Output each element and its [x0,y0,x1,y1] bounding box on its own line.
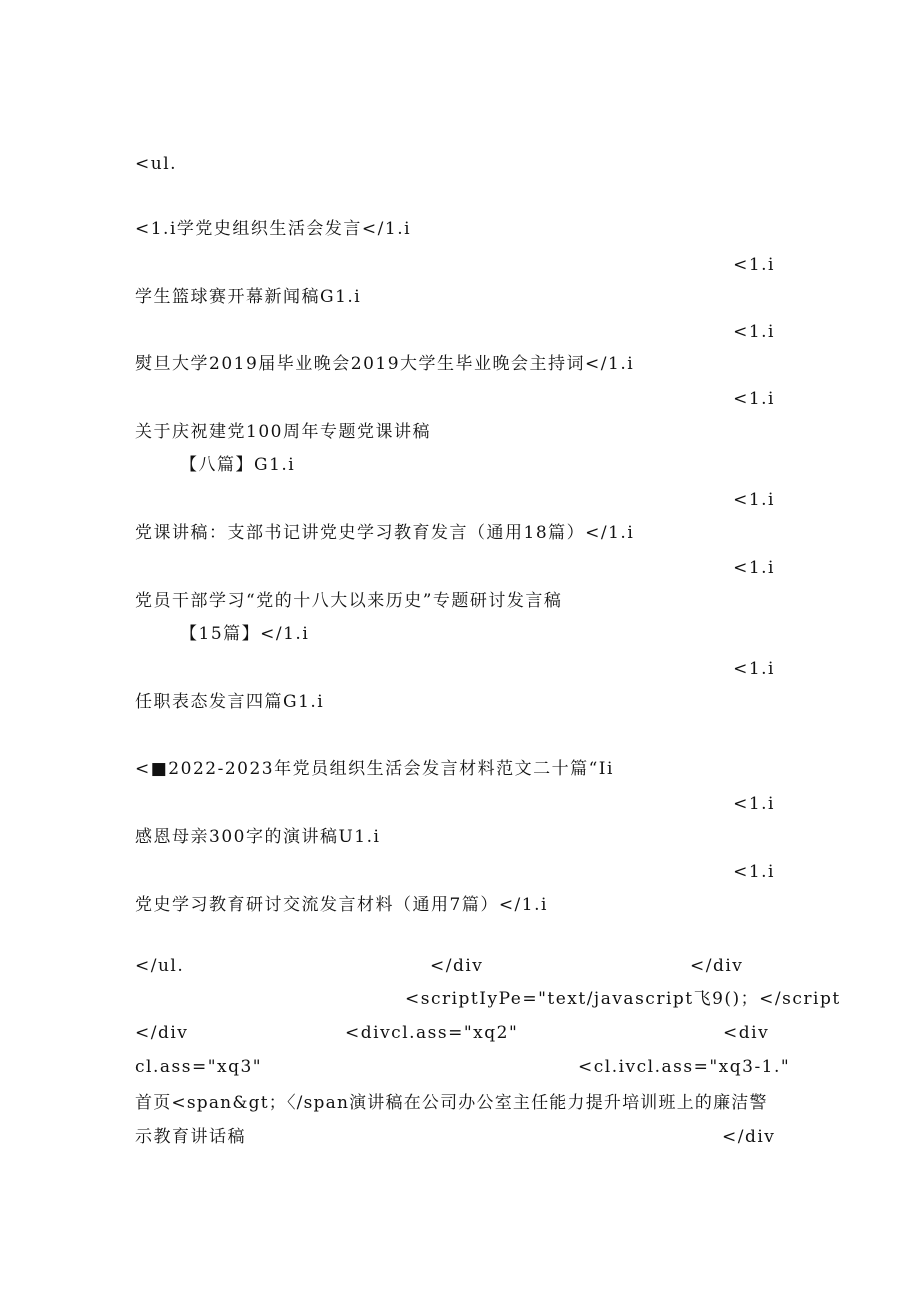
code-tag: <1.i [733,389,775,409]
code-line-ul-open: <ul. [135,154,178,174]
code-div-close: </div [135,1023,189,1043]
list-item: 学生篮球赛开幕新闻稿G1.i [135,287,362,307]
code-div-close: </div [430,956,484,976]
list-item: 党史学习教育研讨交流发言材料（通用7篇）</1.i [135,895,548,915]
code-div-close: </div [690,956,744,976]
code-tag: <1.i [733,490,775,510]
breadcrumb-text: 首页<span&gt；〈/span演讲稿在公司办公室主任能力提升培训班上的廉洁警 [135,1093,768,1113]
list-item-continuation: 【15篇】</1.i [180,624,310,644]
code-tag: <1.i [733,862,775,882]
list-item: 党员干部学习“党的十八大以来历史”专题研讨发言稿 [135,591,563,611]
code-class-xq3: cl.ass="xq3" [135,1057,263,1077]
code-div-close: </div [722,1127,776,1147]
breadcrumb-text-continuation: 示教育讲话稿 [135,1127,246,1147]
code-script-line: <scriptIyPe="text/javascript飞9()；</script [405,989,841,1009]
code-tag: <1.i [733,255,775,275]
code-div-open: <div [723,1023,770,1043]
list-item: 感恩母亲300字的演讲稿U1.i [135,827,381,847]
code-tag: <1.i [733,558,775,578]
code-tag: <1.i [733,794,775,814]
list-item: 党课讲稿：支部书记讲党史学习教育发言（通用18篇）</1.i [135,523,635,543]
code-tag: <1.i [733,322,775,342]
list-item: 熨旦大学2019届毕业晚会2019大学生毕业晚会主持词</1.i [135,354,635,374]
code-div-xq2: <divcl.ass="xq2" [345,1023,519,1043]
list-item: <■2022-2023年党员组织生活会发言材料范文二十篇“Ii [135,759,614,779]
list-item: <1.i学党史组织生活会发言</1.i [135,219,412,239]
list-item: 任职表态发言四篇G1.i [135,692,325,712]
code-line-ul-close: </ul. [135,956,185,976]
list-item: 关于庆祝建党100周年专题党课讲稿 [135,422,431,442]
code-tag: <1.i [733,659,775,679]
code-div-xq3-1: <cl.ivcl.ass="xq3-1." [578,1057,791,1077]
list-item-continuation: 【八篇】G1.i [180,455,296,475]
